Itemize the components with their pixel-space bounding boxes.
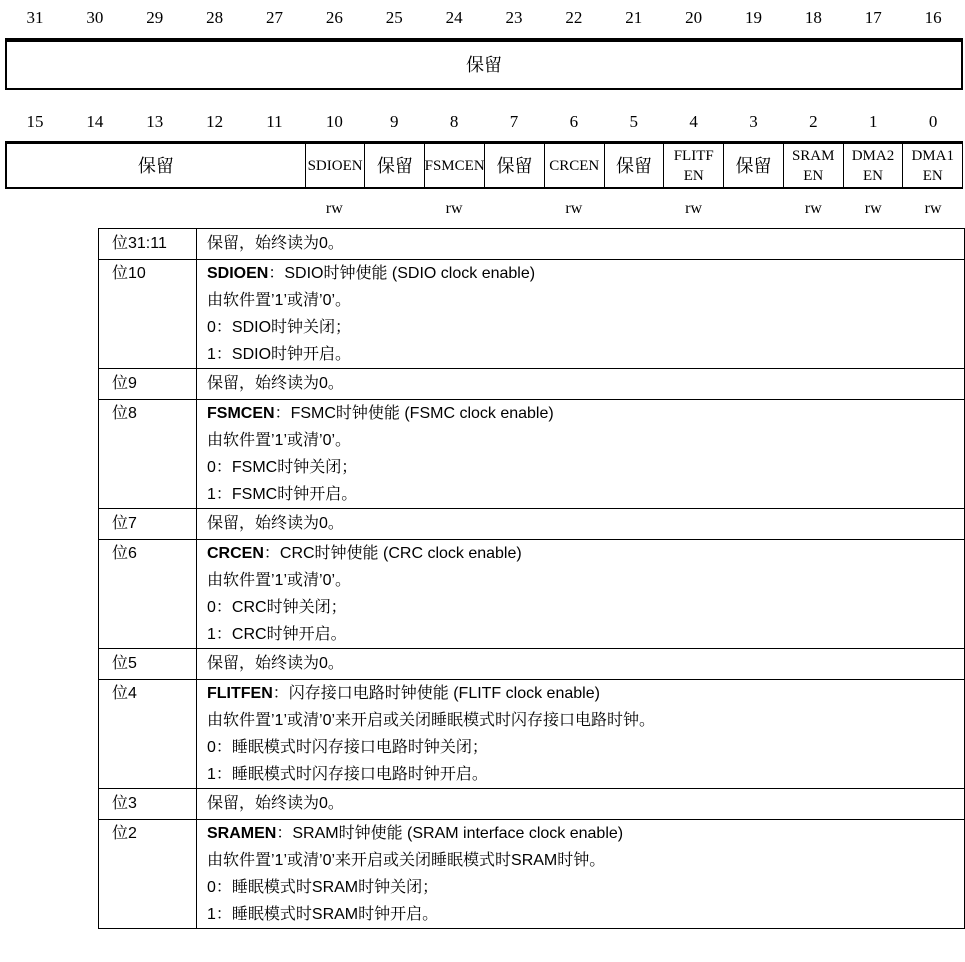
field-reserved-15-11 [7,144,306,187]
bit-number: 4 [689,112,698,131]
table-row [99,260,965,369]
bit-number: 23 [505,8,523,27]
bit-numbers-low [5,112,963,132]
row-title: 保留，始终读为0。 [207,515,344,532]
field-label: 保留 [615,155,652,176]
field-name: FSMCEN [207,405,275,422]
row-title: ：CRC时钟使能 (CRC clock enable) [263,545,522,562]
table-row [99,649,965,680]
bit-number: 1 [868,112,878,131]
field-label-line2: EN [803,167,824,184]
bit-number: 17 [864,8,882,27]
row-title: ：SDIO时钟使能 (SDIO clock enable) [268,265,536,282]
row-title: 保留，始终读为0。 [207,235,344,252]
description-line: 0：睡眠模式时SRAM时钟关闭； [207,879,439,896]
field-flitfen [664,144,724,187]
access-type [65,199,125,219]
reserved-high-field [5,38,963,90]
bit-number: 25 [385,8,403,27]
access-type: rw [804,200,822,217]
description-line: 由软件置’1’或清’0’来开启或关闭睡眠模式时闪存接口电路时钟。 [207,712,656,729]
bit-label: 位7 [112,515,137,532]
field-label: 保留 [735,155,772,176]
bit-number: 26 [325,8,343,27]
row-title: 保留，始终读为0。 [207,375,344,392]
bit-label: 位9 [112,375,137,392]
field-label: 保留 [496,155,533,176]
access-type [484,199,544,219]
access-type: rw [685,200,702,217]
bit-number: 30 [86,8,104,27]
field-name: CRCEN [207,545,264,562]
bit-description-table [98,228,965,929]
access-type: rw [864,200,882,217]
reserved-high-label: 保留 [466,55,502,75]
field-fsmcen [425,144,485,187]
description-line: 1：睡眠模式时SRAM时钟开启。 [207,906,439,923]
bit-number: 16 [924,8,942,27]
field-label-line2: EN [862,167,883,184]
field-label-line2: EN [922,167,943,184]
access-type: rw [445,200,463,217]
bit-number: 14 [86,112,104,131]
table-row [99,820,965,929]
bit-label: 位2 [112,825,137,842]
description-line: 由软件置’1’或清’0’。 [207,572,352,589]
field-label-line2: EN [683,167,704,184]
row-title: 保留，始终读为0。 [207,795,344,812]
bit-number: 28 [206,8,224,27]
bit-number: 20 [685,8,703,27]
access-type [724,199,784,219]
description-line: 由软件置’1’或清’0’来开启或关闭睡眠模式时SRAM时钟。 [207,852,606,869]
bit-label: 位3 [112,795,137,812]
field-dma1en [903,144,963,187]
bit-number: 29 [146,8,164,27]
bit-number: 7 [509,112,519,131]
field-label-line1: DMA2 [851,147,895,164]
table-row [99,509,965,540]
bit-number: 3 [749,112,758,131]
field-dma2en [844,144,904,187]
access-type: rw [924,200,942,217]
table-row [99,540,965,649]
bit-number: 15 [26,112,44,131]
field-label: 保留 [376,155,413,176]
register-fields-low [5,141,963,189]
bit-number: 31 [26,8,44,27]
description-line: 0：睡眠模式时闪存接口电路时钟关闭； [207,739,488,756]
access-type: rw [565,200,583,217]
access-type [125,199,185,219]
bit-number: 10 [325,112,343,131]
field-sdioen [306,144,366,187]
bit-label: 位8 [112,405,137,422]
description-line: 0：FSMC时钟关闭； [207,459,358,476]
bit-number: 22 [565,8,583,27]
field-label: 保留 [137,155,174,176]
bit-label: 位4 [112,685,137,702]
access-type [604,199,664,219]
table-row [99,680,965,789]
table-row [99,400,965,509]
bit-number: 2 [809,112,818,131]
field-sramen [784,144,844,187]
field-name: SDIOEN [207,265,269,282]
field-label: FSMCEN [424,157,485,174]
field-reserved-7 [485,144,545,187]
bit-number: 12 [206,112,224,131]
table-row [99,789,965,820]
bit-number: 0 [928,112,938,131]
field-name: SRAMEN [207,825,277,842]
bit-number: 6 [569,112,579,131]
bit-label: 位6 [112,545,137,562]
access-type [185,199,245,219]
description-line: 0：SDIO时钟关闭； [207,319,352,336]
description-line: 由软件置’1’或清’0’。 [207,292,352,309]
row-title: 保留，始终读为0。 [207,655,344,672]
field-label: CRCEN [549,157,600,174]
table-row [99,229,965,260]
bit-number: 11 [266,112,283,131]
field-reserved-9 [365,144,425,187]
field-label-line1: DMA1 [911,147,954,164]
bit-number: 27 [265,8,283,27]
table-row [99,369,965,400]
description-line: 1：CRC时钟开启。 [207,626,347,643]
access-type [245,199,305,219]
bit-number: 21 [625,8,643,27]
description-line: 1：睡眠模式时闪存接口电路时钟开启。 [207,766,488,783]
row-title: ：闪存接口电路时钟使能 (FLITF clock enable) [272,685,600,702]
description-line: 由软件置’1’或清’0’。 [207,432,352,449]
description-line: 0：CRC时钟关闭； [207,599,347,616]
access-types [5,199,963,219]
field-reserved-5 [605,144,665,187]
bit-label: 位31:11 [112,235,167,252]
bit-number: 18 [804,8,822,27]
field-label-line1: FLITF [673,147,714,164]
access-type [364,199,424,219]
field-name: FLITFEN [207,685,273,702]
field-crcen [545,144,605,187]
bit-label: 位5 [112,655,137,672]
bit-number: 13 [146,112,164,131]
bit-number: 19 [744,8,762,27]
bit-number: 9 [389,112,399,131]
bit-number: 5 [629,112,638,131]
access-type: rw [325,200,343,217]
access-type [5,199,65,219]
description-line: 1：SDIO时钟开启。 [207,346,352,363]
bit-number: 8 [449,112,459,131]
field-label: SDIOEN [307,157,363,174]
bit-label: 位10 [112,265,146,282]
bit-number: 24 [445,8,463,27]
row-title: ：FSMC时钟使能 (FSMC clock enable) [274,405,554,422]
bit-numbers-high [5,8,963,28]
row-title: ：SRAM时钟使能 (SRAM interface clock enable) [276,825,624,842]
description-line: 1：FSMC时钟开启。 [207,486,358,503]
field-reserved-3 [724,144,784,187]
field-label-line1: SRAM [791,147,835,164]
